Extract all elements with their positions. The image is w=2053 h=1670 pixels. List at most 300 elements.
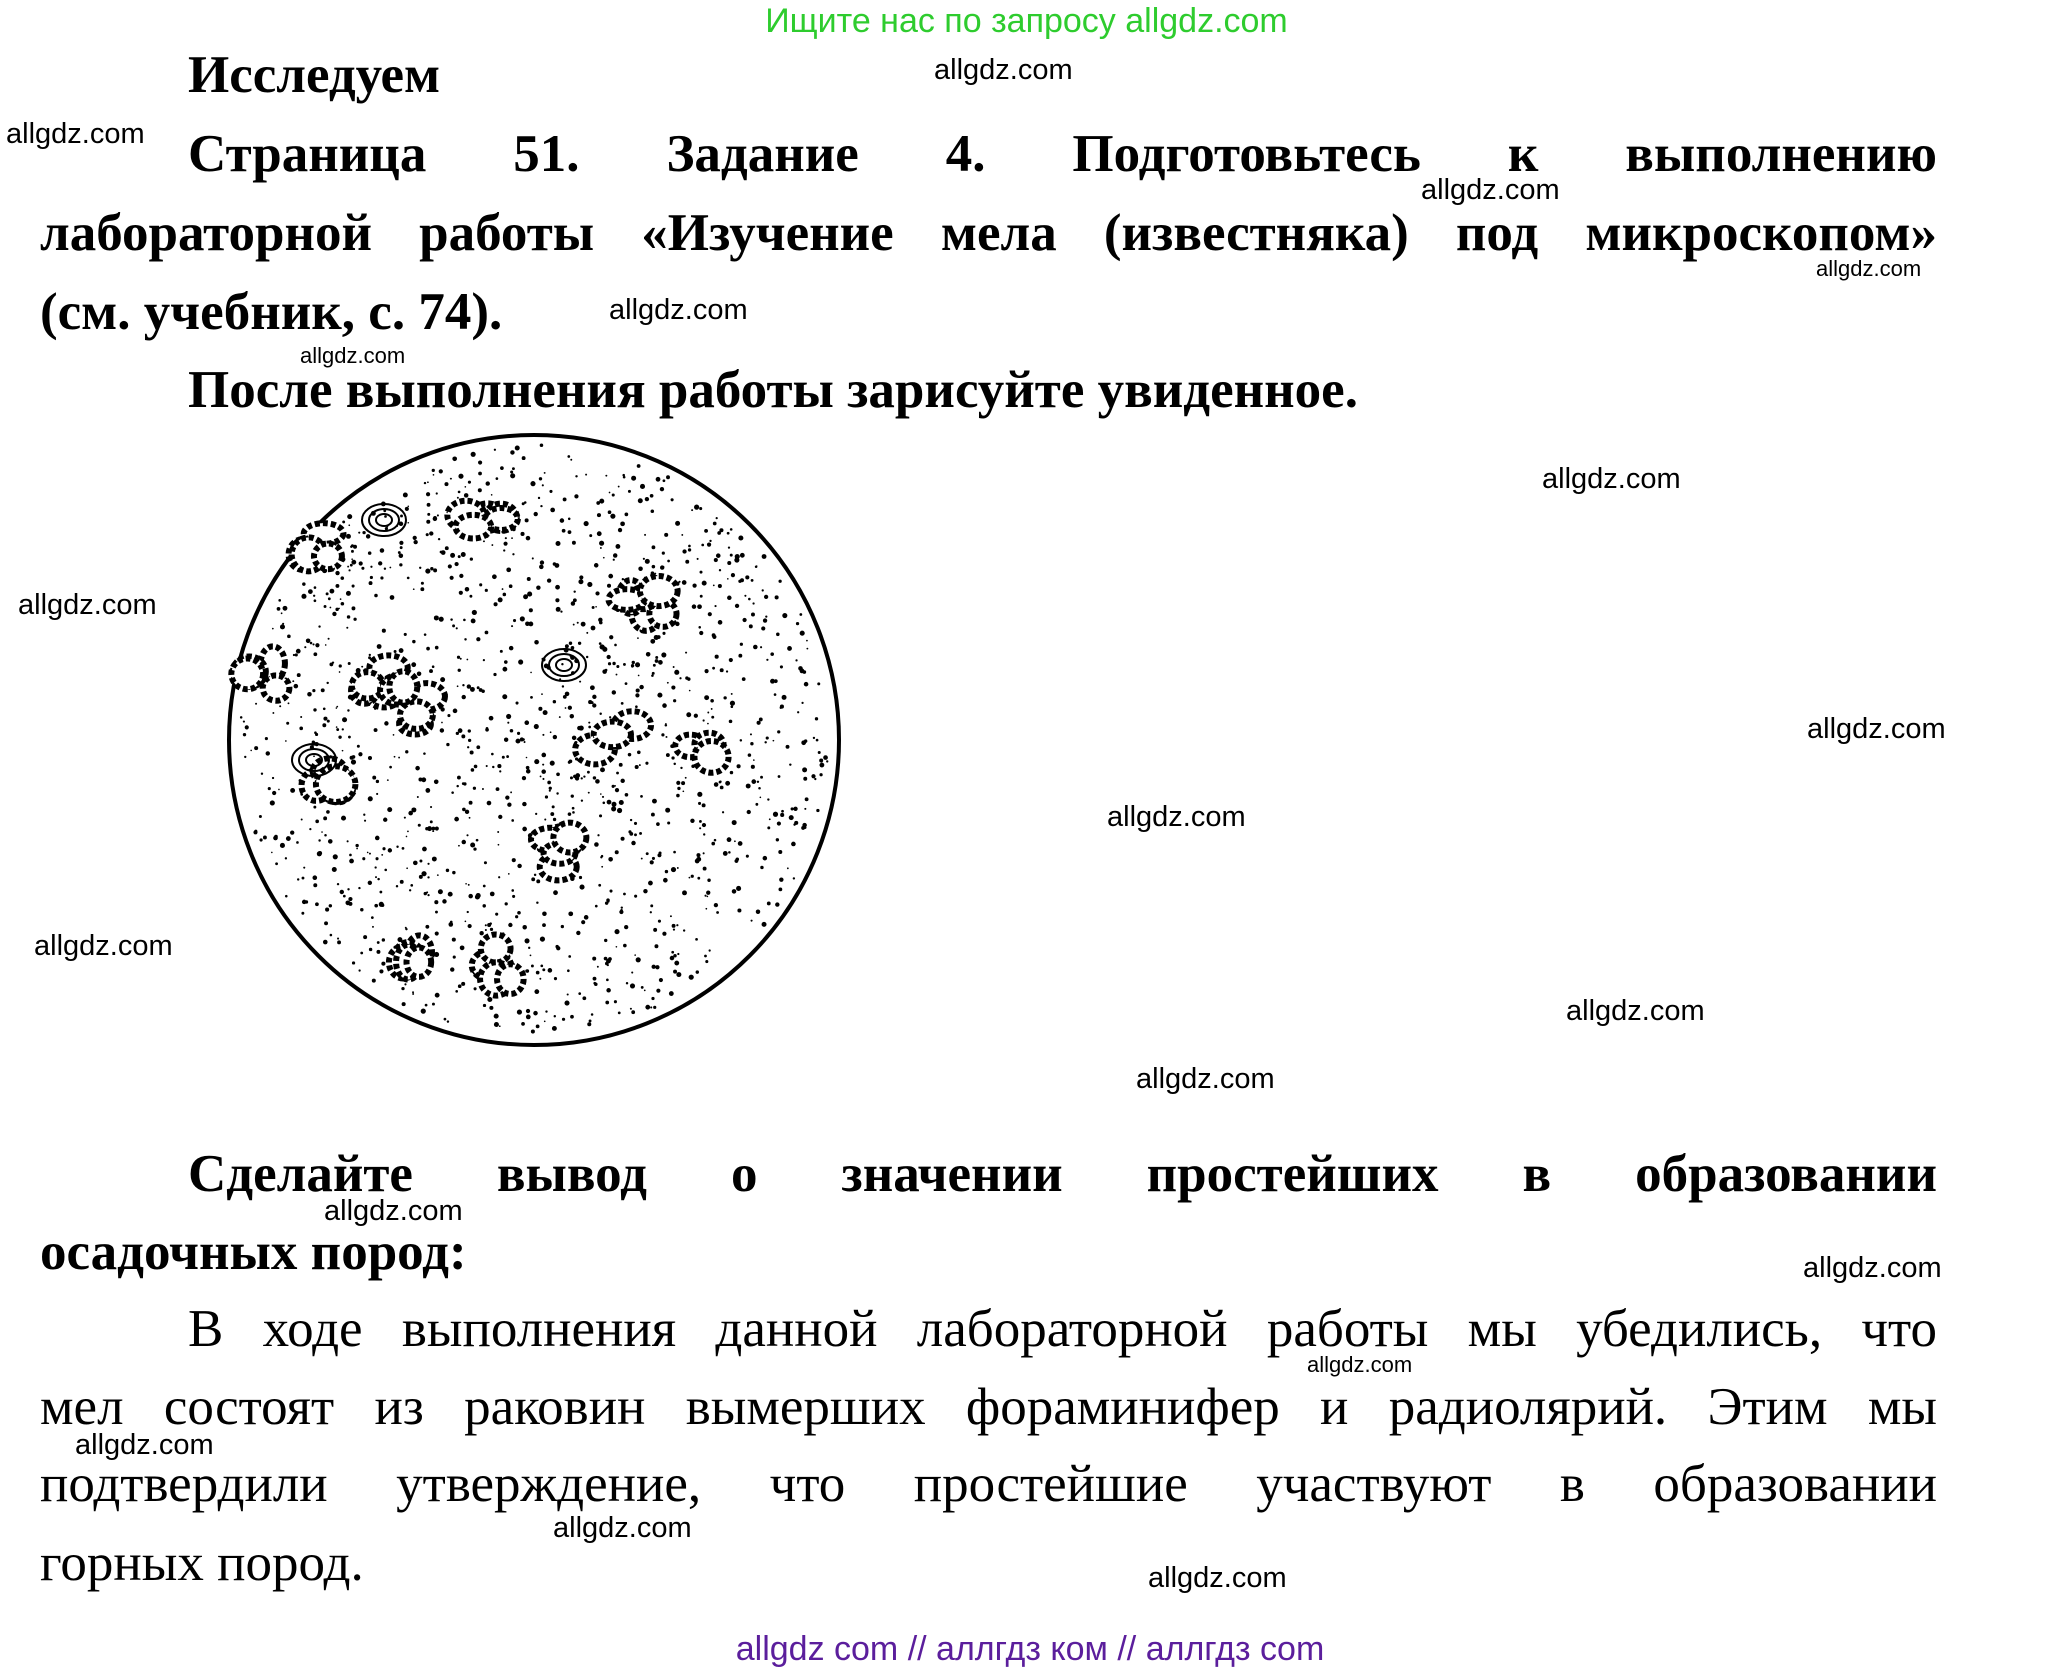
particle	[498, 815, 502, 819]
particle	[608, 574, 613, 579]
particle	[628, 830, 631, 833]
particle	[469, 801, 473, 805]
particle	[695, 859, 700, 864]
particle	[437, 514, 439, 516]
particle	[310, 642, 313, 645]
particle	[696, 970, 699, 973]
particle	[746, 855, 749, 858]
particle	[476, 839, 479, 842]
particle	[714, 558, 718, 562]
particle	[819, 759, 823, 763]
particle	[451, 791, 454, 794]
particle	[448, 564, 452, 568]
particle	[432, 665, 435, 668]
particle	[676, 794, 680, 798]
particle	[540, 444, 544, 448]
particle	[435, 993, 440, 998]
particle	[435, 826, 439, 830]
particle	[800, 631, 805, 636]
particle	[534, 724, 539, 729]
particle	[563, 497, 567, 501]
particle	[798, 666, 803, 671]
particle	[730, 554, 733, 557]
particle	[646, 652, 651, 657]
particle	[279, 705, 281, 707]
particle	[610, 514, 615, 519]
particle	[648, 881, 653, 886]
particle	[259, 815, 262, 818]
watermark: allgdz.com	[1566, 995, 1705, 1027]
particle	[457, 776, 461, 780]
particle	[297, 878, 299, 880]
particle	[665, 808, 670, 813]
particle	[677, 867, 679, 869]
particle	[352, 755, 356, 759]
particle	[458, 555, 461, 558]
particle	[688, 545, 691, 548]
particle	[673, 970, 677, 974]
particle	[652, 965, 656, 969]
particle	[667, 821, 670, 824]
particle	[746, 784, 751, 789]
particle	[804, 682, 809, 687]
particle	[640, 484, 645, 489]
particle	[435, 646, 439, 650]
particle	[384, 515, 387, 518]
particle	[753, 759, 755, 761]
particle	[313, 708, 316, 711]
particle	[705, 669, 709, 673]
particle	[512, 467, 515, 470]
particle	[464, 638, 466, 640]
particle	[704, 895, 706, 897]
particle	[795, 659, 797, 661]
particle	[579, 575, 583, 579]
particle	[314, 586, 317, 589]
particle	[502, 756, 505, 759]
particle	[826, 760, 828, 762]
particle	[673, 928, 675, 930]
particle	[429, 669, 433, 673]
particle	[427, 481, 429, 483]
particle	[463, 782, 466, 785]
particle	[468, 884, 470, 886]
particle	[777, 822, 781, 826]
particle	[549, 790, 551, 792]
watermark: allgdz.com	[75, 1429, 214, 1461]
particle	[496, 787, 500, 791]
particle	[438, 538, 440, 540]
particle	[478, 488, 482, 492]
particle	[327, 720, 330, 723]
particle	[482, 788, 484, 790]
particle	[339, 664, 342, 667]
particle	[589, 534, 592, 537]
particle	[769, 818, 771, 820]
particle	[636, 957, 641, 962]
particle	[540, 776, 542, 778]
particle	[265, 737, 268, 740]
particle	[407, 522, 409, 524]
particle	[738, 841, 743, 846]
particle	[502, 588, 504, 590]
particle	[542, 484, 544, 486]
particle	[568, 911, 573, 916]
particle	[599, 499, 604, 504]
particle	[634, 833, 637, 836]
particle	[494, 1014, 499, 1019]
particle	[703, 833, 705, 835]
particle	[371, 916, 374, 919]
particle	[441, 722, 443, 724]
particle	[630, 819, 632, 821]
particle	[499, 1025, 501, 1027]
particle	[468, 894, 473, 899]
particle	[300, 716, 302, 718]
particle	[767, 826, 770, 829]
watermark: allgdz.com	[1421, 174, 1560, 206]
particle	[650, 1006, 652, 1008]
particle	[288, 702, 290, 704]
particle	[597, 513, 601, 517]
particle	[536, 1024, 540, 1028]
particle	[526, 769, 531, 774]
particle	[603, 802, 606, 805]
particle	[302, 877, 305, 880]
particle	[492, 766, 494, 768]
particle	[584, 521, 589, 526]
particle	[643, 889, 647, 893]
particle	[570, 714, 574, 718]
watermark: allgdz.com	[1803, 1252, 1942, 1284]
particle	[681, 781, 685, 785]
particle	[552, 1026, 557, 1031]
particle	[660, 487, 664, 491]
particle	[567, 969, 570, 972]
particle	[539, 477, 542, 480]
particle	[757, 781, 759, 783]
particle	[272, 791, 276, 795]
particle	[465, 810, 469, 814]
particle	[762, 922, 767, 927]
particle	[430, 820, 433, 823]
particle	[405, 750, 408, 753]
particle	[435, 931, 439, 935]
particle	[658, 660, 663, 665]
particle	[573, 598, 577, 602]
particle	[652, 672, 655, 675]
particle	[524, 720, 529, 725]
particle	[705, 908, 707, 910]
particle	[670, 956, 675, 961]
particle	[415, 766, 420, 771]
particle	[662, 703, 667, 708]
particle	[742, 677, 746, 681]
particle	[420, 587, 424, 591]
particle	[764, 595, 768, 599]
particle	[473, 848, 476, 851]
particle	[568, 530, 572, 534]
particle	[352, 606, 356, 610]
particle	[421, 871, 426, 876]
particle	[645, 497, 649, 501]
particle	[615, 788, 619, 792]
particle	[458, 669, 461, 672]
particle	[340, 598, 342, 600]
particle	[554, 977, 557, 980]
particle	[711, 716, 714, 719]
particle	[778, 580, 781, 583]
particle	[379, 891, 382, 894]
particle	[440, 677, 445, 682]
particle	[312, 643, 314, 645]
particle	[536, 971, 540, 975]
particle	[737, 764, 741, 768]
particle	[362, 857, 365, 860]
particle	[755, 565, 758, 568]
particle	[374, 904, 378, 908]
particle	[301, 594, 306, 599]
particle	[336, 728, 339, 731]
particle	[748, 598, 751, 601]
particle	[383, 818, 387, 822]
particle	[550, 761, 555, 766]
particle	[351, 560, 356, 565]
particle	[439, 469, 443, 473]
particle	[588, 726, 591, 729]
particle	[490, 928, 493, 931]
particle	[375, 857, 378, 860]
particle	[726, 670, 728, 672]
particle	[348, 569, 350, 571]
particle	[600, 793, 602, 795]
particle	[670, 915, 672, 917]
particle	[811, 774, 815, 778]
particle	[313, 883, 317, 887]
particle	[529, 608, 533, 612]
particle	[714, 782, 719, 787]
particle	[432, 1003, 435, 1006]
particle	[631, 971, 633, 973]
particle	[644, 534, 646, 536]
particle	[510, 791, 512, 793]
particle	[562, 529, 566, 533]
particle	[765, 615, 767, 617]
particle	[422, 847, 427, 852]
particle	[645, 762, 648, 765]
particle	[703, 852, 705, 854]
particle	[510, 470, 513, 473]
particle	[361, 567, 364, 570]
particle	[466, 834, 468, 836]
particle	[270, 800, 275, 805]
particle	[384, 721, 388, 725]
particle	[603, 557, 605, 559]
particle	[734, 859, 738, 863]
particle	[639, 764, 641, 766]
particle	[469, 817, 471, 819]
particle	[504, 738, 508, 742]
particle	[538, 707, 542, 711]
particle	[652, 545, 656, 549]
particle	[699, 827, 701, 829]
particle	[658, 920, 661, 923]
particle	[394, 650, 397, 653]
particle	[661, 652, 666, 657]
particle	[434, 779, 439, 784]
section-title: Исследуем	[188, 46, 441, 104]
particle	[549, 787, 552, 790]
particle	[731, 573, 735, 577]
particle	[456, 627, 458, 629]
particle	[426, 647, 430, 651]
particle	[707, 723, 709, 725]
particle	[368, 796, 373, 801]
particle	[490, 892, 495, 897]
particle	[605, 962, 609, 966]
particle	[312, 689, 315, 692]
particle	[570, 1015, 574, 1019]
particle	[588, 700, 592, 704]
particle	[797, 711, 799, 713]
particle	[560, 518, 565, 523]
particle	[350, 564, 353, 567]
particle	[730, 701, 735, 706]
particle	[585, 474, 587, 476]
particle	[762, 554, 767, 559]
particle	[323, 940, 328, 945]
particle	[439, 617, 444, 622]
particle	[639, 685, 643, 689]
particle	[364, 820, 366, 822]
particle	[595, 905, 598, 908]
particle	[637, 750, 641, 754]
particle	[398, 551, 401, 554]
particle	[483, 540, 485, 542]
particle	[796, 622, 799, 625]
particle	[329, 904, 332, 907]
particle	[662, 632, 665, 635]
particle	[805, 797, 809, 801]
particle	[467, 746, 469, 748]
footer-links: allgdz com // аллгдз ком // аллгдз com	[735, 1630, 1325, 1668]
particle	[738, 580, 741, 583]
particle	[512, 895, 515, 898]
particle	[299, 726, 303, 730]
particle	[525, 970, 528, 973]
particle	[581, 622, 586, 627]
particle	[683, 929, 685, 931]
particle	[245, 725, 249, 729]
particle	[430, 567, 433, 570]
particle	[692, 583, 696, 587]
particle	[654, 944, 658, 948]
particle	[653, 928, 657, 932]
particle	[330, 934, 333, 937]
particle	[465, 587, 470, 592]
particle	[658, 851, 661, 854]
particle	[325, 908, 329, 912]
particle	[663, 878, 668, 883]
particle	[630, 1008, 632, 1010]
particle	[802, 823, 806, 827]
particle	[760, 776, 763, 779]
particle	[579, 885, 584, 890]
particle	[559, 716, 561, 718]
particle	[335, 571, 339, 575]
particle	[542, 734, 544, 736]
particle	[549, 490, 552, 493]
particle	[676, 781, 680, 785]
particle	[534, 989, 539, 994]
particle	[478, 460, 482, 464]
particle	[410, 884, 413, 887]
particle	[688, 548, 691, 551]
particle	[427, 503, 431, 507]
particle	[396, 885, 398, 887]
particle	[646, 852, 649, 855]
particle	[471, 768, 475, 772]
particle	[681, 534, 683, 536]
particle	[697, 792, 702, 797]
particle	[346, 627, 348, 629]
particle	[399, 648, 404, 653]
particle	[476, 745, 480, 749]
particle	[340, 890, 344, 894]
particle	[554, 1015, 556, 1017]
particle	[512, 553, 514, 555]
particle	[667, 560, 670, 563]
particle	[461, 982, 465, 986]
particle	[485, 631, 489, 635]
particle	[541, 769, 546, 774]
particle	[377, 941, 380, 944]
particle	[323, 717, 327, 721]
particle	[704, 955, 707, 958]
particle	[421, 777, 426, 782]
particle	[569, 759, 573, 763]
particle	[446, 869, 449, 872]
particle	[599, 712, 601, 714]
particle	[454, 817, 459, 822]
particle	[581, 777, 583, 779]
particle	[727, 532, 730, 535]
particle	[716, 517, 718, 519]
particle	[400, 515, 403, 518]
particle	[499, 770, 501, 772]
particle	[676, 924, 678, 926]
particle	[394, 756, 396, 758]
particle	[318, 839, 320, 841]
particle	[312, 875, 317, 880]
particle	[685, 777, 687, 779]
particle	[619, 763, 623, 767]
particle	[348, 897, 352, 901]
particle	[446, 743, 449, 746]
particle	[530, 696, 533, 699]
task-instruction: После выполнения работы зарисуйте увиденное.	[188, 361, 1358, 419]
particle	[448, 892, 453, 897]
particle	[729, 658, 733, 662]
particle	[625, 682, 628, 685]
particle	[522, 925, 527, 930]
particle	[286, 836, 291, 841]
particle	[528, 947, 530, 949]
particle	[667, 682, 669, 684]
particle	[718, 620, 723, 625]
particle	[663, 479, 666, 482]
particle	[600, 547, 602, 549]
